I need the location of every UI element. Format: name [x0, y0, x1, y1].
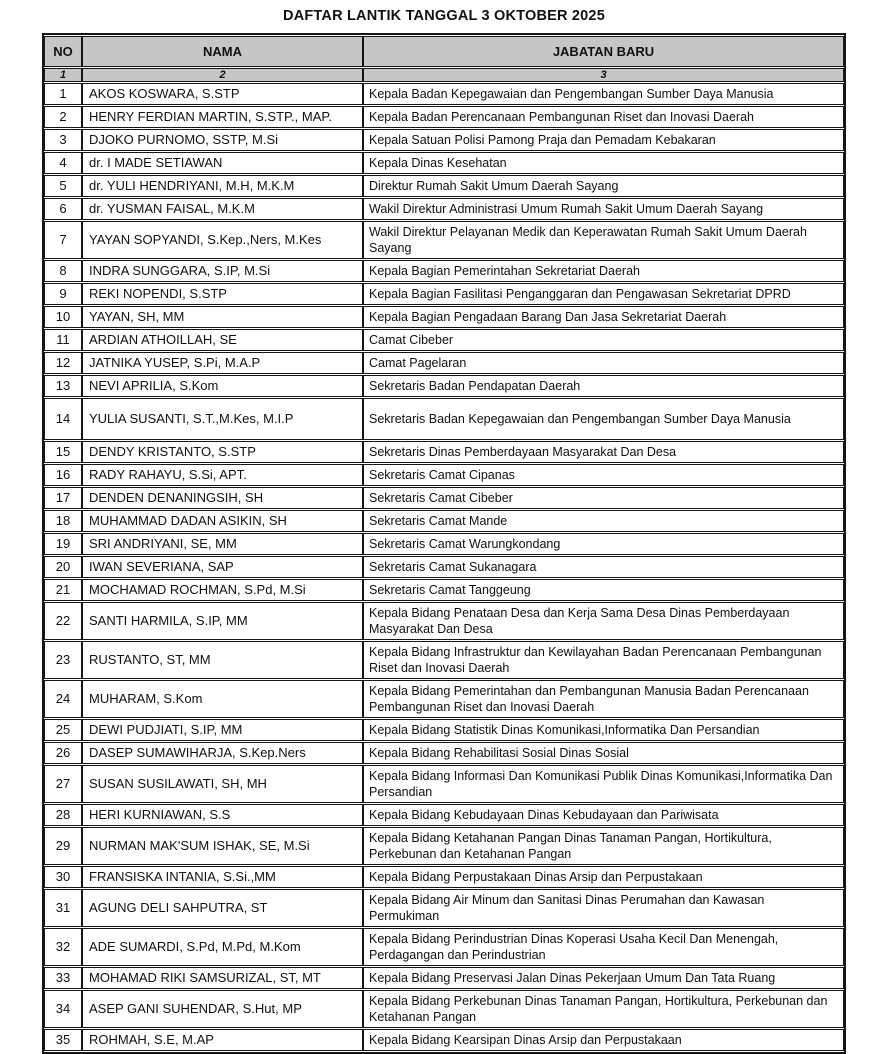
cell-jabatan-baru: Sekretaris Camat Mande: [363, 510, 844, 532]
table-row: [44, 175, 844, 197]
cell-jabatan-baru: Camat Cibeber: [363, 329, 844, 351]
cell-no: 33: [44, 967, 82, 989]
cell-nama: ASEP GANI SUHENDAR, S.Hut, MP: [82, 990, 363, 1028]
table-row: [44, 579, 844, 601]
cell-jabatan-baru: Kepala Bagian Pengadaan Barang Dan Jasa Sekretariat Daerah: [363, 306, 844, 328]
table-row: [44, 641, 844, 679]
table-row: [44, 928, 844, 966]
cell-jabatan-baru: Kepala Bidang Penataan Desa dan Kerja Sama Desa Dinas Pemberdayaan Masyarakat Dan Desa: [363, 602, 844, 640]
page-title: DAFTAR LANTIK TANGGAL 3 OKTOBER 2025: [283, 8, 605, 24]
table-row: [44, 306, 844, 328]
cell-jabatan-baru: Kepala Bidang Perindustrian Dinas Koperasi Usaha Kecil Dan Menengah, Perdagangan dan Perindustrian: [363, 928, 844, 966]
appointments-table-grid: [44, 35, 844, 1052]
cell-jabatan-baru: Kepala Bidang Ketahanan Pangan Dinas Tanaman Pangan, Hortikultura, Perkebunan dan Ketahanan Pangan: [363, 827, 844, 865]
cell-no: 13: [44, 375, 82, 397]
cell-nama: SRI ANDRIYANI, SE, MM: [82, 533, 363, 555]
cell-nama: ROHMAH, S.E, M.AP: [82, 1029, 363, 1051]
table-row: [44, 352, 844, 374]
table-row: [44, 556, 844, 578]
cell-nama: MUHAMMAD DADAN ASIKIN, SH: [82, 510, 363, 532]
cell-nama: NEVI APRILIA, S.Kom: [82, 375, 363, 397]
cell-nama: DENDY KRISTANTO, S.STP: [82, 441, 363, 463]
cell-nama: YAYAN SOPYANDI, S.Kep.,Ners, M.Kes: [82, 221, 363, 259]
table-row: [44, 742, 844, 764]
cell-jabatan-baru: Kepala Bidang Pemerintahan dan Pembangunan Manusia Badan Perencanaan Pembangunan Riset dan Inovasi Daerah: [363, 680, 844, 718]
column-header-jabatan-baru: JABATAN BARU: [363, 36, 844, 67]
cell-no: 35: [44, 1029, 82, 1051]
table-row: [44, 198, 844, 220]
cell-jabatan-baru: Kepala Bidang Air Minum dan Sanitasi Dinas Perumahan dan Kawasan Permukiman: [363, 889, 844, 927]
appointments-table: [42, 33, 846, 1054]
cell-jabatan-baru: Sekretaris Camat Tanggeung: [363, 579, 844, 601]
cell-jabatan-baru: Sekretaris Dinas Pemberdayaan Masyarakat Dan Desa: [363, 441, 844, 463]
cell-nama: REKI NOPENDI, S.STP: [82, 283, 363, 305]
cell-jabatan-baru: Kepala Bagian Fasilitasi Penganggaran dan Pengawasan Sekretariat DPRD: [363, 283, 844, 305]
cell-no: 32: [44, 928, 82, 966]
cell-nama: SANTI HARMILA, S.IP, MM: [82, 602, 363, 640]
cell-jabatan-baru: Kepala Satuan Polisi Pamong Praja dan Pemadam Kebakaran: [363, 129, 844, 151]
cell-no: 31: [44, 889, 82, 927]
cell-jabatan-baru: Sekretaris Badan Pendapatan Daerah: [363, 375, 844, 397]
cell-no: 14: [44, 398, 82, 440]
cell-no: 4: [44, 152, 82, 174]
table-row: [44, 804, 844, 826]
cell-no: 27: [44, 765, 82, 803]
table-row: [44, 441, 844, 463]
cell-nama: AKOS KOSWARA, S.STP: [82, 83, 363, 105]
table-row: [44, 602, 844, 640]
cell-no: 34: [44, 990, 82, 1028]
cell-nama: dr. YUSMAN FAISAL, M.K.M: [82, 198, 363, 220]
cell-no: 21: [44, 579, 82, 601]
cell-jabatan-baru: Kepala Dinas Kesehatan: [363, 152, 844, 174]
table-row: [44, 260, 844, 282]
cell-jabatan-baru: Kepala Bidang Kebudayaan Dinas Kebudayaan dan Pariwisata: [363, 804, 844, 826]
table-row: [44, 106, 844, 128]
cell-no: 16: [44, 464, 82, 486]
cell-jabatan-baru: Sekretaris Camat Sukanagara: [363, 556, 844, 578]
cell-nama: DEWI PUDJIATI, S.IP, MM: [82, 719, 363, 741]
cell-nama: DJOKO PURNOMO, SSTP, M.Si: [82, 129, 363, 151]
cell-nama: MOCHAMAD ROCHMAN, S.Pd, M.Si: [82, 579, 363, 601]
cell-jabatan-baru: Sekretaris Badan Kepegawaian dan Pengembangan Sumber Daya Manusia: [363, 398, 844, 440]
cell-nama: JATNIKA YUSEP, S.Pi, M.A.P: [82, 352, 363, 374]
cell-no: 1: [44, 83, 82, 105]
cell-no: 8: [44, 260, 82, 282]
cell-no: 29: [44, 827, 82, 865]
cell-nama: ARDIAN ATHOILLAH, SE: [82, 329, 363, 351]
table-row: [44, 827, 844, 865]
cell-jabatan-baru: Kepala Bidang Statistik Dinas Komunikasi,Informatika Dan Persandian: [363, 719, 844, 741]
cell-no: 5: [44, 175, 82, 197]
cell-no: 17: [44, 487, 82, 509]
table-row: [44, 283, 844, 305]
cell-no: 20: [44, 556, 82, 578]
cell-no: 30: [44, 866, 82, 888]
cell-jabatan-baru: Kepala Bidang Perpustakaan Dinas Arsip dan Perpustakaan: [363, 866, 844, 888]
cell-jabatan-baru: Direktur Rumah Sakit Umum Daerah Sayang: [363, 175, 844, 197]
column-number-2: 2: [82, 68, 363, 82]
table-row: [44, 719, 844, 741]
cell-no: 10: [44, 306, 82, 328]
cell-no: 2: [44, 106, 82, 128]
cell-no: 15: [44, 441, 82, 463]
cell-jabatan-baru: Kepala Bidang Infrastruktur dan Kewilayahan Badan Perencanaan Pembangunan Riset dan Inovasi Daerah: [363, 641, 844, 679]
table-row: [44, 510, 844, 532]
cell-nama: FRANSISKA INTANIA, S.Si.,MM: [82, 866, 363, 888]
cell-nama: MUHARAM, S.Kom: [82, 680, 363, 718]
cell-nama: AGUNG DELI SAHPUTRA, ST: [82, 889, 363, 927]
cell-jabatan-baru: Kepala Bidang Preservasi Jalan Dinas Pekerjaan Umum Dan Tata Ruang: [363, 967, 844, 989]
cell-nama: HERI KURNIAWAN, S.S: [82, 804, 363, 826]
header-row: [44, 36, 844, 67]
cell-no: 12: [44, 352, 82, 374]
cell-nama: ADE SUMARDI, S.Pd, M.Pd, M.Kom: [82, 928, 363, 966]
cell-no: 26: [44, 742, 82, 764]
cell-nama: dr. YULI HENDRIYANI, M.H, M.K.M: [82, 175, 363, 197]
table-row: [44, 464, 844, 486]
cell-nama: dr. I MADE SETIAWAN: [82, 152, 363, 174]
cell-nama: INDRA SUNGGARA, S.IP, M.Si: [82, 260, 363, 282]
cell-nama: RUSTANTO, ST, MM: [82, 641, 363, 679]
column-header-nama: NAMA: [82, 36, 363, 67]
table-row: [44, 487, 844, 509]
cell-jabatan-baru: Wakil Direktur Administrasi Umum Rumah Sakit Umum Daerah Sayang: [363, 198, 844, 220]
cell-jabatan-baru: Sekretaris Camat Warungkondang: [363, 533, 844, 555]
column-number-row: [44, 68, 844, 82]
table-row: [44, 221, 844, 259]
cell-no: 6: [44, 198, 82, 220]
cell-no: 23: [44, 641, 82, 679]
table-row: [44, 398, 844, 440]
column-number-1: 1: [44, 68, 82, 82]
cell-jabatan-baru: Kepala Bidang Rehabilitasi Sosial Dinas Sosial: [363, 742, 844, 764]
cell-nama: DASEP SUMAWIHARJA, S.Kep.Ners: [82, 742, 363, 764]
table-row: [44, 533, 844, 555]
cell-no: 18: [44, 510, 82, 532]
cell-no: 22: [44, 602, 82, 640]
table-row: [44, 866, 844, 888]
cell-jabatan-baru: Kepala Badan Kepegawaian dan Pengembangan Sumber Daya Manusia: [363, 83, 844, 105]
cell-nama: HENRY FERDIAN MARTIN, S.STP., MAP.: [82, 106, 363, 128]
table-row: [44, 1029, 844, 1051]
cell-nama: YULIA SUSANTI, S.T.,M.Kes, M.I.P: [82, 398, 363, 440]
table-row: [44, 152, 844, 174]
cell-no: 28: [44, 804, 82, 826]
column-number-3: 3: [363, 68, 844, 82]
cell-no: 25: [44, 719, 82, 741]
table-row: [44, 329, 844, 351]
table-row: [44, 375, 844, 397]
cell-no: 19: [44, 533, 82, 555]
cell-no: 3: [44, 129, 82, 151]
cell-nama: MOHAMAD RIKI SAMSURIZAL, ST, MT: [82, 967, 363, 989]
table-row: [44, 990, 844, 1028]
cell-jabatan-baru: Sekretaris Camat Cipanas: [363, 464, 844, 486]
table-row: [44, 83, 844, 105]
cell-jabatan-baru: Kepala Bidang Informasi Dan Komunikasi Publik Dinas Komunikasi,Informatika Dan Persandian: [363, 765, 844, 803]
table-row: [44, 765, 844, 803]
cell-no: 24: [44, 680, 82, 718]
table-row: [44, 129, 844, 151]
cell-jabatan-baru: Kepala Bagian Pemerintahan Sekretariat Daerah: [363, 260, 844, 282]
table-row: [44, 967, 844, 989]
table-row: [44, 889, 844, 927]
cell-jabatan-baru: Kepala Bidang Kearsipan Dinas Arsip dan Perpustakaan: [363, 1029, 844, 1051]
cell-jabatan-baru: Wakil Direktur Pelayanan Medik dan Keperawatan Rumah Sakit Umum Daerah Sayang: [363, 221, 844, 259]
cell-jabatan-baru: Kepala Badan Perencanaan Pembangunan Riset dan Inovasi Daerah: [363, 106, 844, 128]
cell-jabatan-baru: Kepala Bidang Perkebunan Dinas Tanaman Pangan, Hortikultura, Perkebunan dan Ketahanan Pangan: [363, 990, 844, 1028]
table-row: [44, 680, 844, 718]
cell-no: 9: [44, 283, 82, 305]
cell-nama: NURMAN MAK'SUM ISHAK, SE, M.Si: [82, 827, 363, 865]
cell-nama: DENDEN DENANINGSIH, SH: [82, 487, 363, 509]
cell-nama: YAYAN, SH, MM: [82, 306, 363, 328]
cell-nama: IWAN SEVERIANA, SAP: [82, 556, 363, 578]
cell-jabatan-baru: Camat Pagelaran: [363, 352, 844, 374]
cell-nama: SUSAN SUSILAWATI, SH, MH: [82, 765, 363, 803]
cell-jabatan-baru: Sekretaris Camat Cibeber: [363, 487, 844, 509]
cell-no: 11: [44, 329, 82, 351]
cell-nama: RADY RAHAYU, S.Si, APT.: [82, 464, 363, 486]
column-header-no: NO: [44, 36, 82, 67]
cell-no: 7: [44, 221, 82, 259]
